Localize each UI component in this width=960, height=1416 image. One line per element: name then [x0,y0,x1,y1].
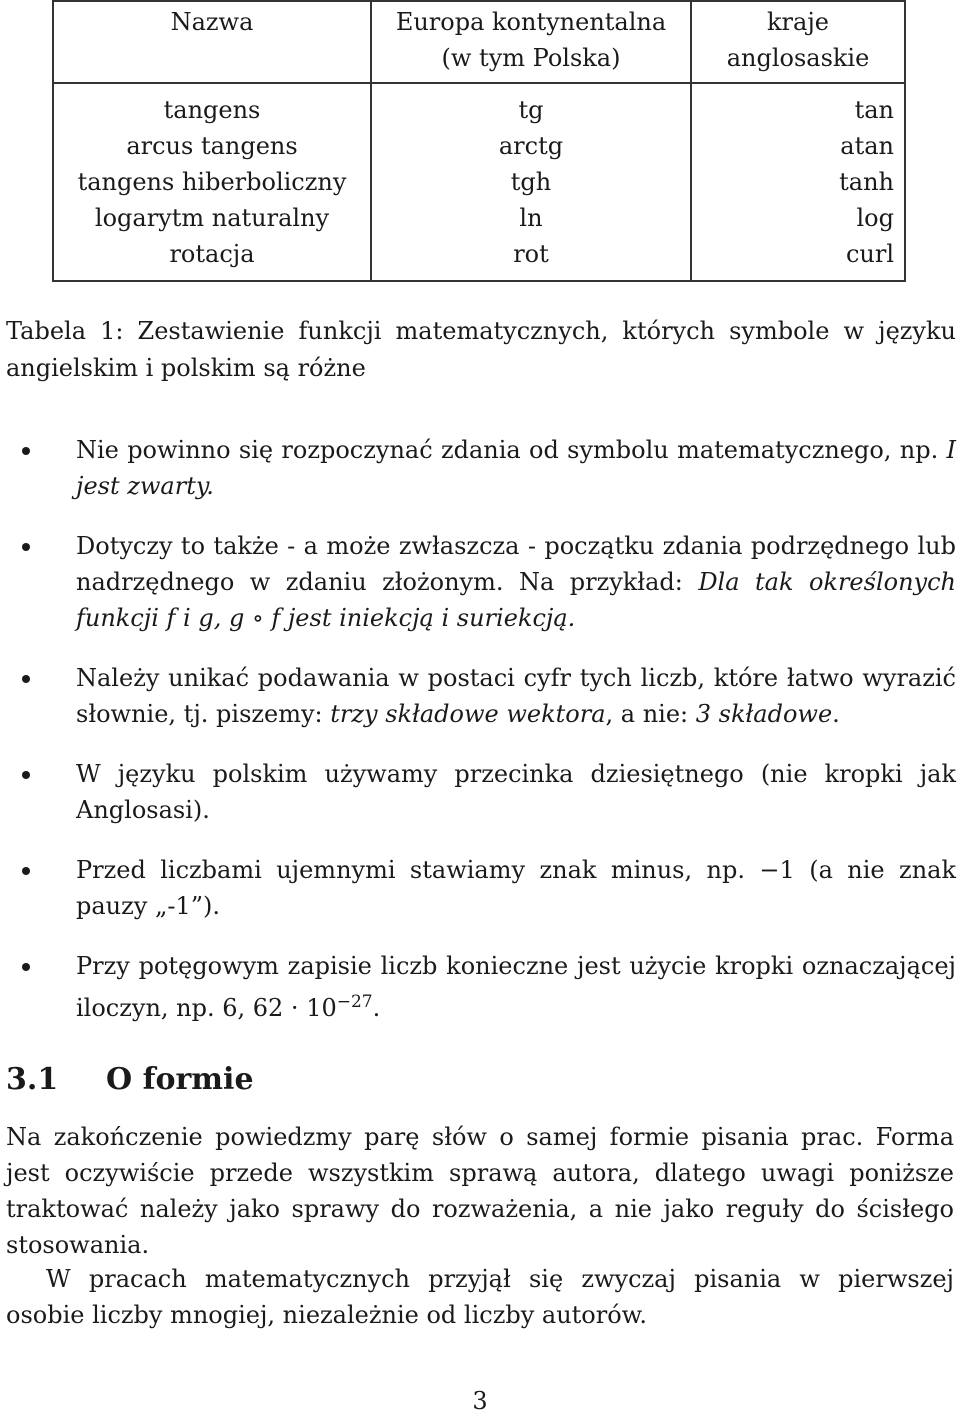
item-text: . [372,994,381,1022]
cell-name: rotacja [53,236,371,281]
table-row [53,128,905,164]
cell-anglosaxon: tanh [691,164,905,200]
item-text: Dotyczy to także - a może zwłaszcza - początku zdania podrzędnego lub nadrzędnego w zdaniu złożonym. Na przykład: [76,532,956,596]
paragraph: Na zakończenie powiedzmy parę słów o samej formie pisania prac. Forma jest oczywiście przede wszystkim sprawą autora, dlatego uwagi poniższe traktować należy jako sprawy do rozważenia, a nie jako reguły do ścisłego stosowania. [6,1123,954,1259]
cell-name: arcus tangens [53,128,371,164]
guidelines-list [0,432,960,1050]
symbols-table [52,0,906,282]
item-example: I jest zwarty. [76,436,956,500]
table-row [53,164,905,200]
cell-continental: arctg [371,128,691,164]
list-item [0,432,960,504]
paragraph: W pracach matematycznych przyjął się zwyczaj pisania w pierwszej osobie liczby mnogiej, niezależnie od liczby autorów. [6,1265,954,1329]
item-text: Należy unikać podawania w postaci cyfr tych liczb, które łatwo wyrazić słownie, tj. piszemy: [76,664,956,728]
cell-continental: tgh [371,164,691,200]
item-example: Dla tak określonych funkcji f i g, g ∘ f jest iniekcją i suriekcją. [76,568,956,632]
table-row [53,200,905,236]
bullet-icon [22,963,30,971]
bullet-icon [22,543,30,551]
item-text: Przed liczbami ujemnymi stawiamy znak minus, np. −1 (a nie znak pauzy „-1”). [76,856,956,920]
table-caption: Tabela 1: Zestawienie funkcji matematycznych, których symbole w języku angielskim i polskim są różne [6,317,956,382]
table-header-row [53,1,905,83]
item-text: . [832,700,840,728]
cell-name: tangens [53,83,371,128]
cell-continental: rot [371,236,691,281]
list-item [0,948,960,1026]
section-number: 3.1 [6,1062,59,1097]
item-text: Przy potęgowym zapisie liczb konieczne jest użycie kropki oznaczającej iloczyn, np. 6, 62 · 10 [76,952,956,1022]
section-heading [6,1058,254,1102]
header-continental: Europa kontynentalna (w tym Polska) [371,1,691,83]
list-item [0,528,960,636]
list-item [0,852,960,924]
bullet-icon [22,771,30,779]
item-text: , a nie: [605,700,696,728]
exponent: −27 [336,992,373,1012]
bullet-icon [22,867,30,875]
bullet-icon [22,447,30,455]
cell-continental: tg [371,83,691,128]
item-example: 3 składowe [695,700,833,728]
header-anglosaxon: kraje anglosaskie [691,1,905,83]
table-row [53,83,905,128]
cell-anglosaxon: tan [691,83,905,128]
table-row [53,236,905,281]
cell-anglosaxon: log [691,200,905,236]
list-item [0,756,960,828]
list-item [0,660,960,732]
page-number: 3 [472,1387,488,1415]
cell-continental: ln [371,200,691,236]
cell-name: logarytm naturalny [53,200,371,236]
cell-anglosaxon: curl [691,236,905,281]
cell-anglosaxon: atan [691,128,905,164]
section-title: O formie [106,1062,254,1097]
header-name: Nazwa [53,1,371,83]
item-example: trzy składowe wektora [330,700,606,728]
bullet-icon [22,675,30,683]
item-text: Nie powinno się rozpoczynać zdania od symbolu matematycznego, np. [76,436,947,464]
item-text: W języku polskim używamy przecinka dziesiętnego (nie kropki jak Anglosasi). [76,760,956,824]
cell-name: tangens hiberboliczny [53,164,371,200]
